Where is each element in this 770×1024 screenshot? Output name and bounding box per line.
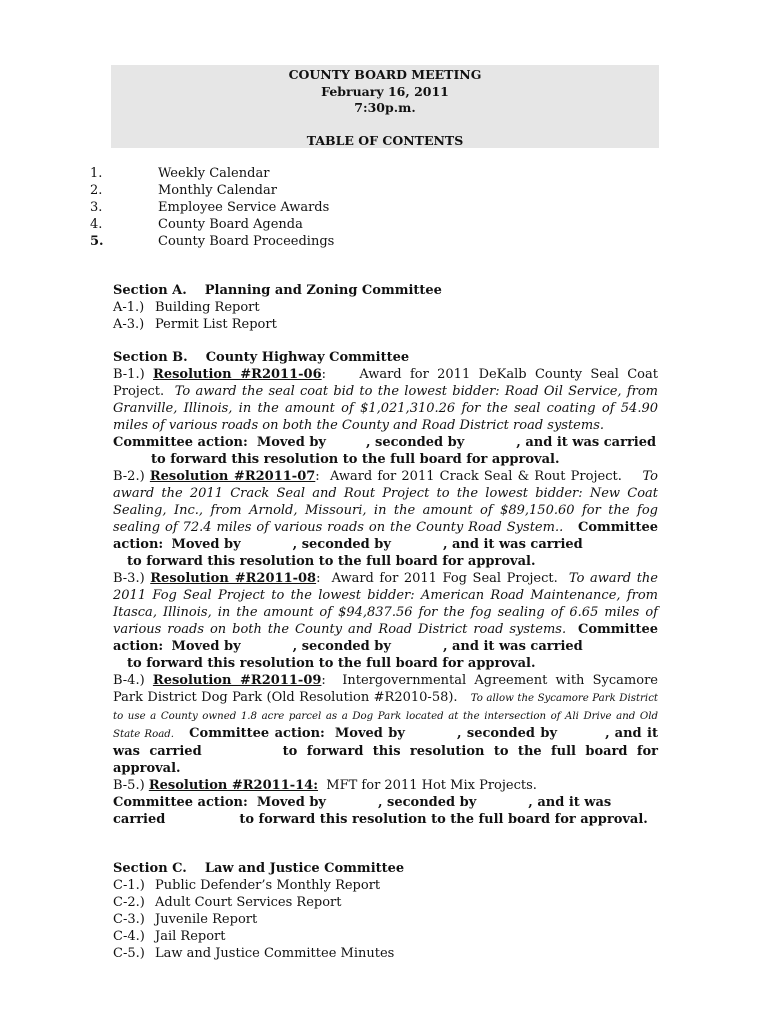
- resolution-description: To award the 2011 Fog Seal Project to the lowest bidder: American Road Maintenance, from Itasca, Illinois, in the amount of $94,837.56 for the fog sealing of 6.65 miles of various roads on both the County and Road District road systems.: [113, 571, 658, 637]
- toc-item: [90, 233, 490, 250]
- toc-item: [90, 199, 490, 216]
- resolution-item: B-4.) Resolution #R2011-09: Intergovernmental Agreement with Sycamore Park District Dog Park (Old Resolution #R2010-58). To allow the Sycamore Park District to use a County owned 1.8 acre parcel as a Dog Park located at the intersection of Ali Drive and Old State Road. Committee action: Moved by , seconded by , and it was carried to forward this resolution to the full board for approval.: [113, 673, 658, 776]
- item-text: Adult Court Services Report: [155, 895, 342, 910]
- item-id: B-1.): [113, 367, 145, 382]
- document-header: [111, 65, 659, 148]
- toc-label: Employee Service Awards: [158, 200, 330, 215]
- item-text: Public Defender’s Monthly Report: [155, 878, 381, 893]
- moved-by-label: Moved by: [171, 537, 241, 552]
- seconded-by-label: , seconded by: [365, 435, 465, 450]
- resolution-description: To award the 2011 Crack Seal and Rout Project to the lowest bidder: New Coat Sealing, Inc., from Arnold, Missouri, in the amount of $89,150.60 for the fog sealing of 72.4 miles of various roads on the County Road System..: [113, 469, 659, 535]
- item-text: Building Report: [155, 300, 260, 315]
- item-text: Law and Justice Committee Minutes: [155, 946, 395, 961]
- item-id: B-4.): [113, 673, 145, 688]
- committee-action: [113, 434, 658, 451]
- list-item: [113, 911, 658, 928]
- seconded-by-label: , seconded by: [292, 537, 391, 552]
- resolution-number: Resolution #R2011-14:: [148, 778, 319, 793]
- action-label: Committee action:: [189, 726, 325, 741]
- section-title: County Highway Committee: [205, 350, 410, 365]
- forward-line: to forward this resolution to the full board for approval.: [127, 554, 536, 569]
- resolution-description: To award the seal coat bid to the lowest bidder: Road Oil Service, from Granville, Illinois, in the amount of $1,021,310.26 for the seal coating of 54.90 miles of various roads on both the County and Road District road systems.: [113, 384, 658, 433]
- document-body: [113, 282, 658, 962]
- toc-item: [90, 216, 490, 233]
- moved-by-label: Moved by: [171, 639, 241, 654]
- list-item: [113, 316, 658, 333]
- toc-number: 5.: [90, 234, 104, 249]
- item-id: B-5.): [113, 778, 145, 793]
- toc-title: TABLE OF CONTENTS: [306, 132, 464, 148]
- resolution-item: B-3.) Resolution #R2011-08: Award for 2011 Fog Seal Project. To award the 2011 Fog Seal Project to the lowest bidder: American Road Maintenance, from Itasca, Illinois, in the amount of $94,837.56 for the fog sealing of 6.65 miles of various roads on both the County and Road District road systems. Committee action: Moved by , seconded by , and it was carried: [113, 571, 659, 654]
- resolution-number: Resolution #R2011-06: [153, 367, 322, 382]
- meeting-time: 7:30p.m.: [354, 100, 416, 115]
- resolution-title: Award for 2011 DeKalb County Seal Coat Project.: [113, 367, 658, 399]
- list-item: [113, 299, 658, 316]
- resolution-number: Resolution #R2011-07: [149, 469, 316, 484]
- item-id: C-3.): [113, 912, 145, 927]
- toc-label: Weekly Calendar: [158, 166, 270, 181]
- item-id: B-2.): [113, 469, 145, 484]
- toc-label: County Board Proceedings: [158, 234, 335, 249]
- action-label: Committee action:: [113, 435, 248, 450]
- carried-label: , and it was carried: [442, 639, 583, 654]
- meeting-title: COUNTY BOARD MEETING: [288, 67, 482, 82]
- resolution-description: To allow the Sycamore Park District to use a County owned 1.8 acre parcel as a Dog Park located at the intersection of Ali Drive and Old State Road.: [113, 693, 658, 740]
- item-id: A-3.): [113, 317, 145, 332]
- section-title: Planning and Zoning Committee: [204, 283, 442, 298]
- section-a-heading: [113, 282, 658, 299]
- forward-line: [113, 811, 658, 828]
- toc-number: 2.: [90, 183, 103, 198]
- table-of-contents: [90, 165, 490, 250]
- toc-label: Monthly Calendar: [158, 183, 277, 198]
- section-b-heading: [113, 349, 658, 366]
- section-label: Section B.: [113, 350, 188, 365]
- moved-by-label: Moved by: [334, 726, 405, 741]
- carried-label: carried: [113, 812, 166, 827]
- section-c-heading: [113, 860, 658, 877]
- list-item: [113, 928, 658, 945]
- forward-line: to forward this resolution to the full board for: [282, 744, 658, 759]
- item-text: Permit List Report: [155, 317, 277, 332]
- action-label: Committee action:: [113, 622, 659, 654]
- resolution-title: MFT for 2011 Hot Mix Projects.: [326, 778, 537, 793]
- list-item: [113, 945, 658, 962]
- seconded-by-label: , seconded by: [377, 795, 477, 810]
- resolution-title: Award for 2011 Fog Seal Project.: [331, 571, 558, 586]
- toc-number: 4.: [90, 217, 103, 232]
- toc-label: County Board Agenda: [158, 217, 303, 232]
- item-id: A-1.): [113, 300, 145, 315]
- carried-label: , and it was carried: [442, 537, 583, 552]
- item-id: B-3.): [113, 571, 145, 586]
- section-title: Law and Justice Committee: [204, 861, 405, 876]
- item-text: Jail Report: [155, 929, 226, 944]
- resolution-title: Award for 2011 Crack Seal & Rout Project.: [330, 469, 622, 484]
- seconded-by-label: , seconded by: [292, 639, 391, 654]
- meeting-date: February 16, 2011: [321, 83, 449, 99]
- action-label: Committee action:: [113, 795, 248, 810]
- item-id: C-4.): [113, 929, 145, 944]
- moved-by-label: Moved by: [256, 795, 326, 810]
- toc-item: [90, 165, 490, 182]
- carried-label: and it was carried: [113, 726, 658, 759]
- item-id: C-2.): [113, 895, 145, 910]
- list-item: [113, 894, 658, 911]
- toc-number: 3.: [90, 200, 103, 215]
- resolution-item: B-1.) Resolution #R2011-06: Award for 2011 DeKalb County Seal Coat Project. To award the seal coat bid to the lowest bidder: Road Oil Service, from Granville, Illinois, in the amount of $1,021,310.26 for the seal coating of 54.90 miles of various roads on both the County and Road District road systems.: [113, 367, 658, 433]
- resolution-item: [113, 777, 658, 794]
- item-text: Juvenile Report: [155, 912, 258, 927]
- resolution-title: Intergovernmental Agreement with Sycamore Park District Dog Park (Old Resolution #R2010-58).: [113, 673, 658, 705]
- section-label: Section A.: [113, 283, 187, 298]
- forward-text: to forward this resolution to the full board for approval.: [239, 812, 648, 827]
- toc-number: 1.: [90, 166, 103, 181]
- approval-label: approval.: [113, 761, 181, 776]
- committee-action: [113, 794, 658, 811]
- moved-by-label: Moved by: [256, 435, 326, 450]
- list-item: [113, 877, 658, 894]
- seconded-by-label: , seconded by: [456, 726, 558, 741]
- carried-label: , and it was carried: [516, 435, 657, 450]
- resolution-number: Resolution #R2011-08: [150, 571, 317, 586]
- carried-label: , and it was: [528, 795, 612, 810]
- action-label: Committee action:: [113, 520, 658, 552]
- forward-line: to forward this resolution to the full board for approval.: [151, 452, 560, 467]
- resolution-item: B-2.) Resolution #R2011-07: Award for 2011 Crack Seal & Rout Project. To award the 2011 Crack Seal and Rout Project to the lowest bidder: New Coat Sealing, Inc., from Arnold, Missouri, in the amount of $89,150.60 for the fog sealing of 72.4 miles of various roads on the County Road System.. Committee action: Moved by , seconded by , and it was carried: [113, 469, 659, 552]
- section-label: Section C.: [113, 861, 187, 876]
- comma: ,: [605, 726, 610, 741]
- item-id: C-1.): [113, 878, 145, 893]
- toc-item: [90, 182, 490, 199]
- forward-line: to forward this resolution to the full board for approval.: [127, 656, 536, 671]
- resolution-number: Resolution #R2011-09: [152, 673, 322, 688]
- item-id: C-5.): [113, 946, 145, 961]
